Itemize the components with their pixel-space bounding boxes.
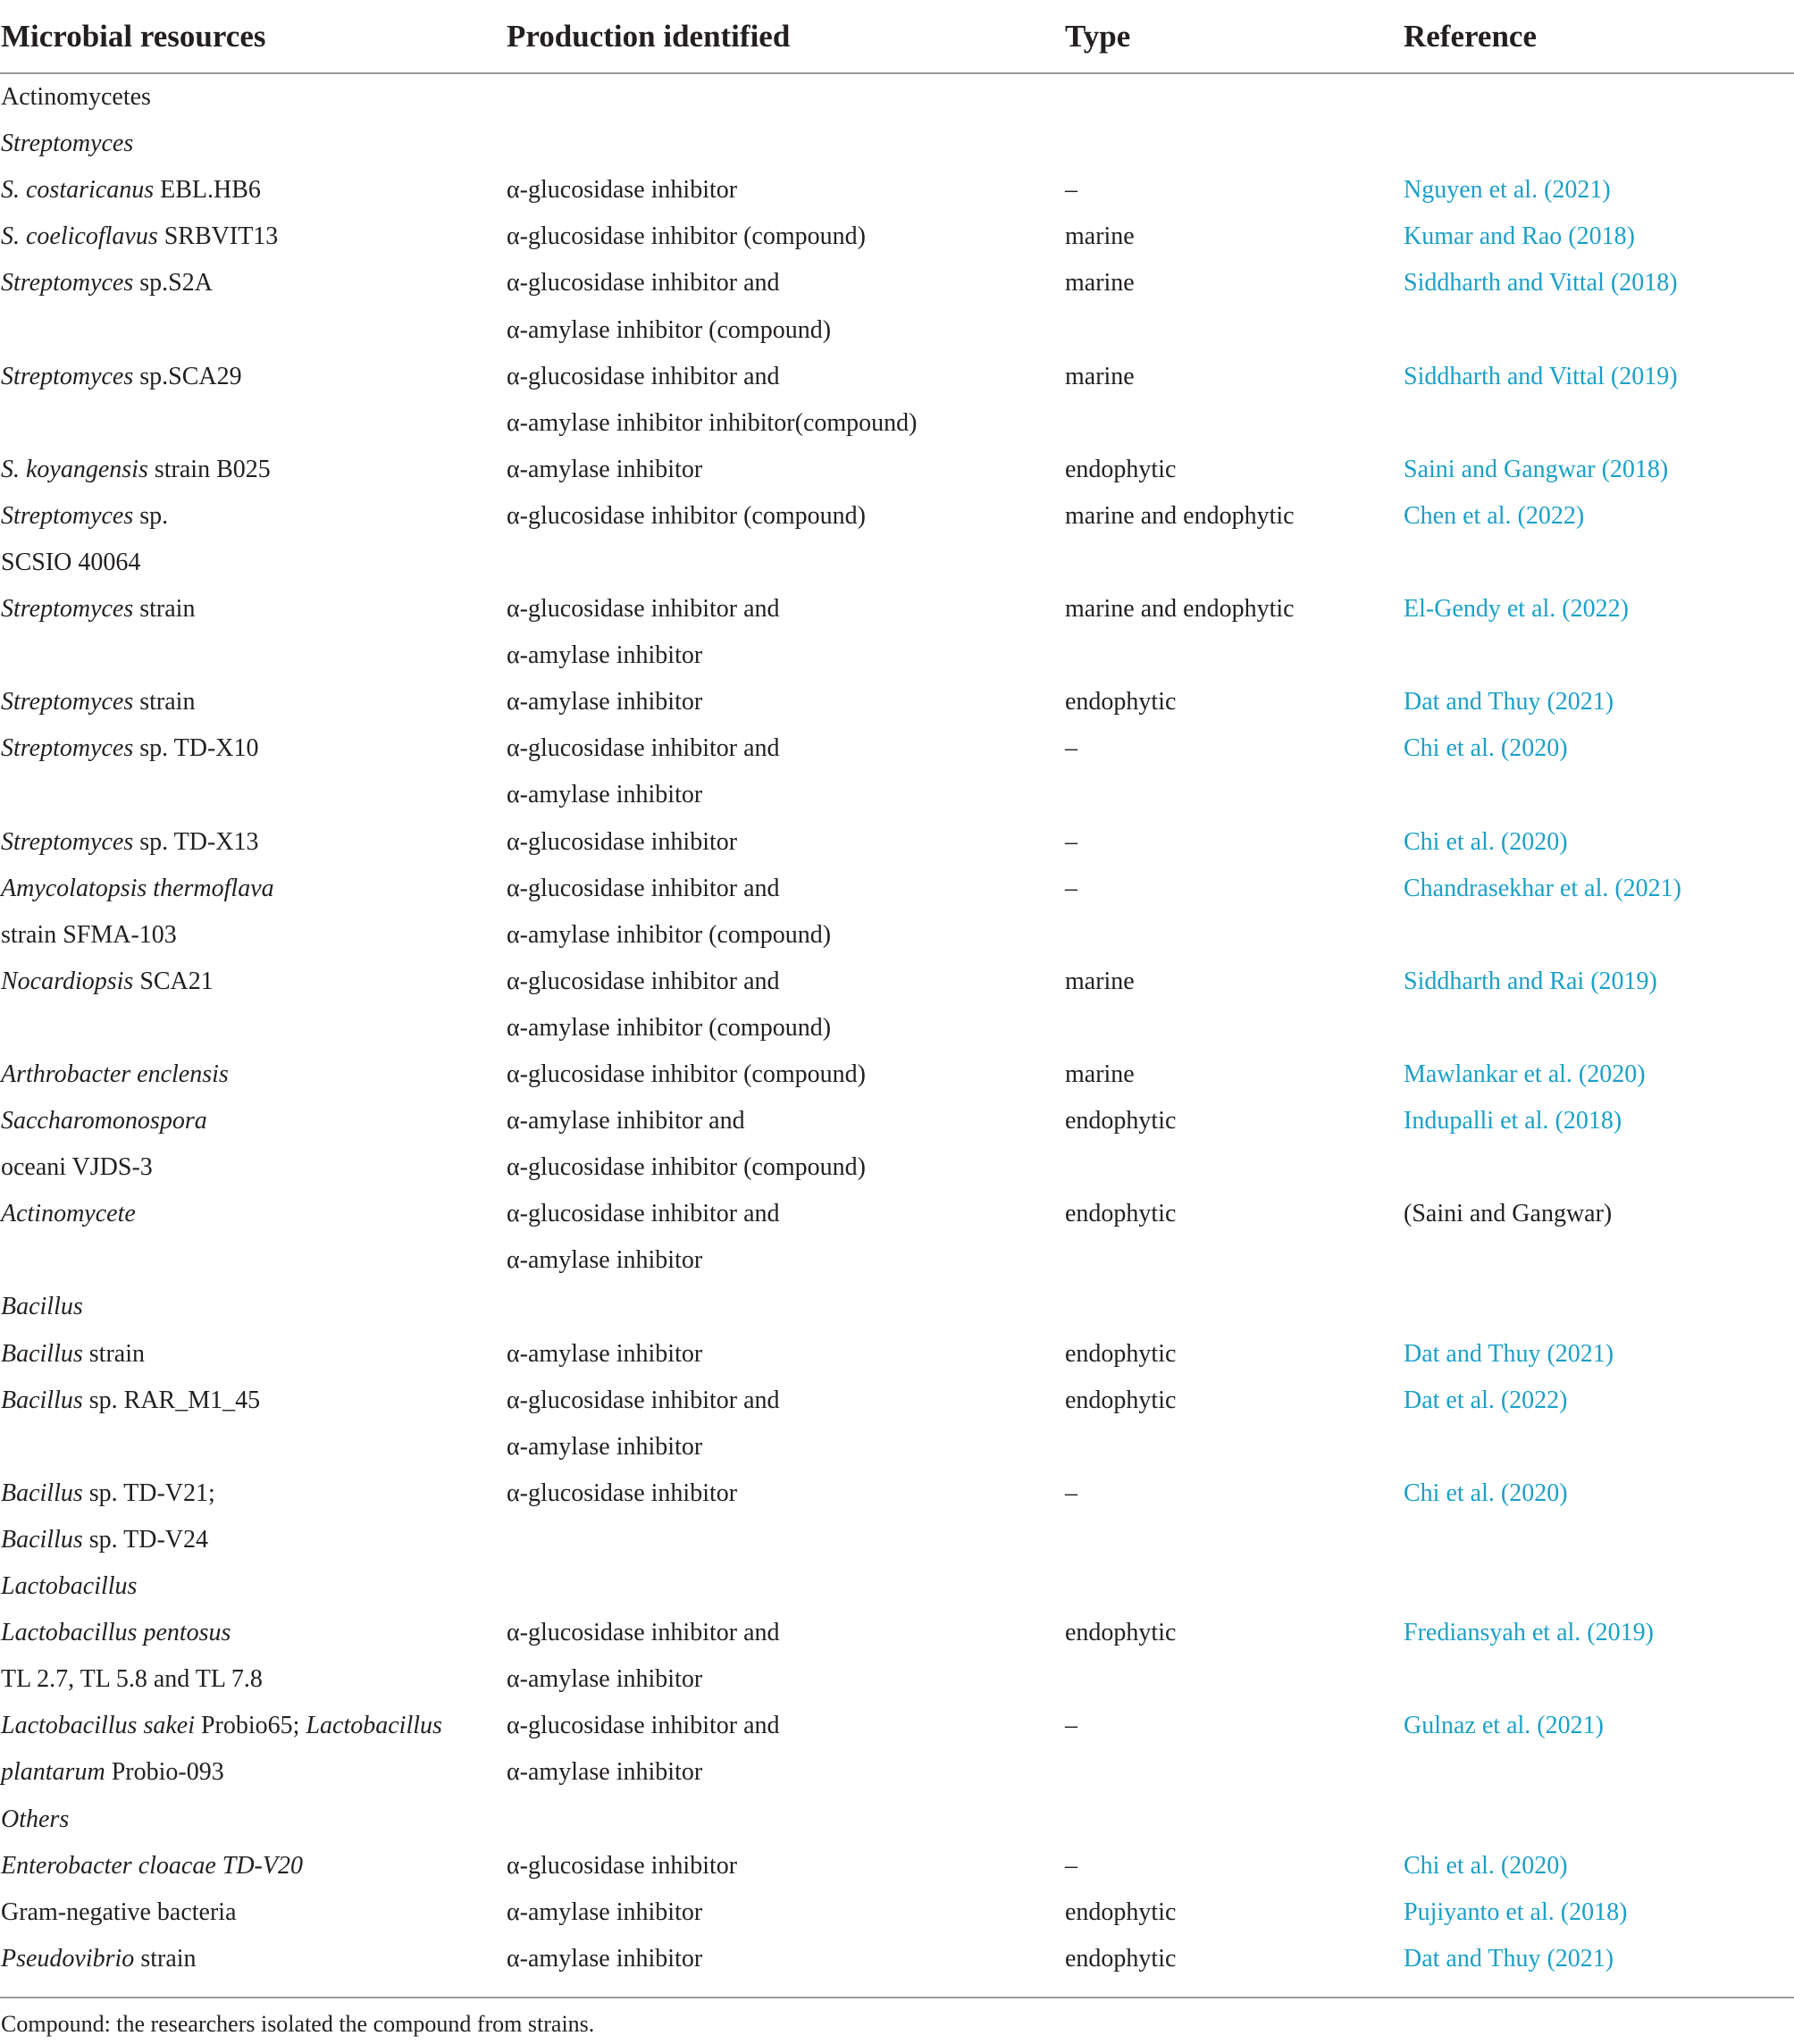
resource-text-segment: Actinomycete [1, 1200, 136, 1228]
resource-text-segment: Bacillus [1, 1339, 83, 1368]
resource-text-segment: strain SFMA-103 [1, 920, 177, 949]
table-row [0, 1005, 1794, 1051]
reference-link[interactable]: Dat et al. (2022) [1404, 1386, 1568, 1414]
cell-reference [1403, 1656, 1794, 1703]
resource-text-segment: Bacillus [1, 1386, 83, 1414]
cell-type: endophytic [1065, 688, 1177, 716]
cell-type: marine [1065, 269, 1135, 297]
table-row [0, 1889, 1794, 1936]
header-type: Type [1064, 0, 1403, 73]
reference-link[interactable]: Mawlankar et al. (2020) [1404, 1060, 1646, 1089]
cell-reference [1403, 1889, 1794, 1936]
header-production-identified: Production identified [506, 0, 1064, 73]
cell-production-identified [506, 1517, 1064, 1563]
cell-production-identified [506, 540, 1064, 586]
cell-production-identified: α-amylase inhibitor [507, 1758, 703, 1787]
table-row [0, 1610, 1794, 1656]
cell-production-identified: α-glucosidase inhibitor and [507, 269, 780, 297]
table-row [0, 260, 1794, 306]
cell-microbial-resource [0, 1051, 506, 1098]
table-row [0, 1378, 1794, 1424]
resource-text-segment: Lactobacillus pentosus [1, 1619, 231, 1647]
resource-text-segment: Lactobacillus [306, 1712, 442, 1740]
header-reference: Reference [1403, 0, 1794, 73]
cell-production-identified: α-glucosidase inhibitor and [507, 1712, 780, 1740]
cell-type [1064, 1005, 1403, 1051]
cell-reference [1403, 1005, 1794, 1051]
cell-type: endophytic [1065, 1339, 1177, 1368]
cell-microbial-resource [0, 959, 506, 1005]
resource-text-segment: Pseudovibrio [1, 1944, 135, 1973]
cell-type [1064, 1656, 1403, 1703]
cell-microbial-resource [0, 1378, 506, 1424]
table-row [0, 1144, 1794, 1191]
cell-microbial-resource [0, 1331, 506, 1378]
cell-reference [1403, 260, 1794, 306]
cell-reference [1403, 447, 1794, 493]
cell-reference [1403, 1563, 1794, 1610]
cell-reference [1403, 1144, 1794, 1191]
resource-text-segment: S. costaricanus [1, 176, 155, 205]
resource-text-segment: SCA21 [133, 967, 214, 995]
table-row [0, 167, 1794, 214]
cell-microbial-resource [0, 1237, 506, 1284]
table-row [0, 1191, 1794, 1237]
cell-type: marine [1065, 967, 1135, 995]
cell-reference [1403, 586, 1794, 632]
table-row [0, 1517, 1794, 1563]
cell-type [1064, 772, 1403, 818]
cell-microbial-resource [0, 121, 506, 167]
resource-text-segment: Bacillus [1, 1525, 83, 1554]
cell-microbial-resource [0, 306, 506, 353]
cell-production-identified: α-glucosidase inhibitor and [507, 1200, 780, 1228]
table-row [0, 586, 1794, 632]
cell-reference [1403, 632, 1794, 679]
cell-microbial-resource [0, 447, 506, 493]
cell-reference [1403, 306, 1794, 353]
resource-text-segment: Streptomyces [1, 130, 134, 158]
resource-text-segment: strain B025 [147, 455, 271, 483]
reference-link[interactable]: Chi et al. (2020) [1404, 1479, 1568, 1507]
cell-reference [1403, 400, 1794, 447]
resource-text-segment: Bacillus [1, 1479, 83, 1507]
cell-type [1064, 1749, 1403, 1796]
cell-type: endophytic [1065, 455, 1177, 483]
resource-text-segment: Streptomyces [1, 734, 134, 763]
cell-reference [1403, 1098, 1794, 1144]
resource-text-segment: strain [82, 1339, 145, 1368]
header-microbial-resources: Microbial resources [0, 0, 506, 73]
cell-microbial-resource [0, 493, 506, 540]
resource-text-segment: EBL.HB6 [154, 176, 261, 205]
table-row [0, 1843, 1794, 1889]
cell-type: – [1065, 1479, 1077, 1507]
resource-text-segment: sp.S2A [133, 269, 213, 297]
cell-reference [1403, 679, 1794, 725]
cell-type [1064, 73, 1403, 121]
cell-production-identified: α-glucosidase inhibitor (compound) [507, 222, 866, 251]
cell-type: endophytic [1065, 1107, 1177, 1135]
reference-link[interactable]: Siddharth and Vittal (2019) [1404, 362, 1678, 390]
resource-text-segment: Streptomyces [1, 501, 134, 530]
cell-production-identified: α-amylase inhibitor (compound) [507, 315, 832, 344]
cell-production-identified: α-amylase inhibitor [507, 641, 703, 670]
table-row [0, 632, 1794, 679]
cell-type: marine and endophytic [1065, 595, 1295, 624]
cell-microbial-resource [0, 1703, 506, 1749]
cell-type [1064, 400, 1403, 447]
resource-text-segment: Lactobacillus sakei [1, 1712, 195, 1740]
cell-reference [1403, 1331, 1794, 1378]
resource-text-segment: Others [1, 1805, 70, 1833]
table-bottom-rule [0, 1997, 1794, 1998]
reference-link[interactable]: Chi et al. (2020) [1404, 827, 1568, 856]
cell-production-identified: α-amylase inhibitor [507, 455, 703, 483]
resource-text-segment: Actinomycetes [1, 83, 151, 112]
cell-microbial-resource [0, 725, 506, 772]
cell-microbial-resource [0, 400, 506, 447]
reference-link[interactable]: Nguyen et al. (2021) [1404, 176, 1611, 205]
cell-production-identified: α-amylase inhibitor [507, 781, 703, 809]
reference-link[interactable]: Dat and Thuy (2021) [1404, 1339, 1614, 1368]
table-row [0, 1237, 1794, 1284]
cell-microbial-resource [0, 772, 506, 818]
cell-type: endophytic [1065, 1619, 1177, 1647]
reference-link[interactable]: Saini and Gangwar (2018) [1404, 455, 1669, 483]
cell-type [1064, 540, 1403, 586]
cell-type [1064, 912, 1403, 959]
cell-production-identified: α-amylase inhibitor and [507, 1107, 745, 1135]
cell-reference [1403, 1749, 1794, 1796]
resource-text-segment: sp. TD-X13 [133, 827, 259, 856]
resource-text-segment: Probio65; [194, 1712, 306, 1740]
resource-text-segment: Streptomyces [1, 269, 134, 297]
cell-type: – [1065, 1851, 1077, 1880]
cell-reference [1403, 959, 1794, 1005]
resource-text-segment: Streptomyces [1, 595, 134, 624]
table-row [0, 1331, 1794, 1378]
cell-microbial-resource [0, 1656, 506, 1703]
cell-type: marine [1065, 1060, 1135, 1089]
cell-reference [1403, 493, 1794, 540]
table-row [0, 1284, 1794, 1330]
table-row [0, 959, 1794, 1005]
reference-link[interactable]: Siddharth and Rai (2019) [1404, 967, 1657, 995]
cell-type [1064, 1424, 1403, 1470]
cell-production-identified: α-glucosidase inhibitor and [507, 1386, 780, 1414]
cell-production-identified: α-glucosidase inhibitor (compound) [507, 1060, 866, 1089]
cell-reference [1403, 1796, 1794, 1842]
cell-reference [1403, 1843, 1794, 1889]
cell-microbial-resource [0, 1889, 506, 1936]
cell-type: marine [1065, 362, 1135, 390]
resource-text-segment: SRBVIT13 [157, 222, 279, 251]
cell-microbial-resource [0, 260, 506, 306]
cell-microbial-resource [0, 819, 506, 866]
reference-link[interactable]: Dat and Thuy (2021) [1404, 688, 1614, 716]
table-row [0, 912, 1794, 959]
cell-microbial-resource [0, 1098, 506, 1144]
resource-text-segment: Bacillus [1, 1293, 83, 1321]
reference-link[interactable]: Frediansyah et al. (2019) [1404, 1619, 1654, 1647]
cell-type: endophytic [1065, 1200, 1177, 1228]
cell-type [1064, 121, 1403, 167]
cell-production-identified [506, 1284, 1064, 1330]
reference-link[interactable]: Pujiyanto et al. (2018) [1404, 1897, 1628, 1926]
cell-reference [1403, 167, 1794, 214]
cell-production-identified: α-amylase inhibitor [507, 1897, 703, 1926]
cell-production-identified: α-glucosidase inhibitor and [507, 967, 780, 995]
cell-production-identified: α-glucosidase inhibitor (compound) [507, 501, 866, 530]
cell-production-identified: α-glucosidase inhibitor [507, 1851, 738, 1880]
cell-type: – [1065, 176, 1077, 205]
table-row [0, 679, 1794, 725]
cell-type [1064, 306, 1403, 353]
cell-production-identified: α-glucosidase inhibitor [507, 176, 738, 205]
cell-microbial-resource [0, 1470, 506, 1517]
table-row [0, 1656, 1794, 1703]
cell-production-identified: α-amylase inhibitor (compound) [507, 920, 832, 949]
table-row [0, 1796, 1794, 1842]
table-row [0, 1470, 1794, 1517]
reference-link[interactable]: Chi et al. (2020) [1404, 1851, 1568, 1880]
resource-text-segment: Amycolatopsis thermoflava [1, 874, 274, 902]
cell-type [1064, 1517, 1403, 1563]
cell-production-identified: α-glucosidase inhibitor [507, 827, 738, 856]
table-row [0, 1749, 1794, 1796]
cell-reference [1403, 1191, 1794, 1237]
cell-reference [1403, 1424, 1794, 1470]
reference-link[interactable]: Chandrasekhar et al. (2021) [1404, 874, 1681, 902]
resource-text-segment: sp. TD-V21; [82, 1479, 215, 1507]
cell-type: endophytic [1065, 1897, 1177, 1926]
table-row [0, 493, 1794, 540]
cell-reference [1403, 819, 1794, 866]
cell-microbial-resource [0, 214, 506, 260]
resource-text-segment: strain [133, 688, 196, 716]
cell-microbial-resource [0, 912, 506, 959]
resource-text-segment: S. koyangensis [1, 455, 148, 483]
reference-link[interactable]: Kumar and Rao (2018) [1404, 222, 1635, 251]
cell-type [1064, 632, 1403, 679]
cell-reference [1403, 1470, 1794, 1517]
resource-text-segment: sp. TD-V24 [82, 1525, 209, 1554]
resource-text-segment: sp. [133, 501, 169, 530]
table-row [0, 725, 1794, 772]
table-row [0, 73, 1794, 121]
cell-production-identified: α-glucosidase inhibitor and [507, 874, 780, 902]
table-row [0, 1424, 1794, 1470]
resource-text-segment: strain [133, 595, 196, 624]
cell-reference [1403, 354, 1794, 400]
cell-reference [1403, 1703, 1794, 1749]
cell-reference [1403, 725, 1794, 772]
cell-production-identified: α-glucosidase inhibitor and [507, 734, 780, 763]
cell-type: – [1065, 1712, 1077, 1740]
cell-type: endophytic [1065, 1386, 1177, 1414]
cell-production-identified: α-glucosidase inhibitor and [507, 362, 780, 390]
cell-microbial-resource [0, 540, 506, 586]
cell-microbial-resource [0, 354, 506, 400]
cell-type [1064, 1563, 1403, 1610]
cell-production-identified: α-glucosidase inhibitor (compound) [507, 1153, 866, 1182]
resource-text-segment: Probio-093 [105, 1758, 224, 1787]
cell-reference [1403, 1936, 1794, 1982]
reference-link[interactable]: El-Gendy et al. (2022) [1404, 595, 1629, 624]
cell-type [1064, 1796, 1403, 1842]
resource-text-segment: sp. RAR_M1_45 [82, 1386, 261, 1414]
resource-text-segment: SCSIO 40064 [1, 548, 141, 576]
cell-production-identified: α-amylase inhibitor [507, 1665, 703, 1694]
cell-reference [1403, 121, 1794, 167]
table-row [0, 1703, 1794, 1749]
cell-production-identified: α-amylase inhibitor [507, 1246, 703, 1275]
cell-production-identified: α-amylase inhibitor [507, 688, 703, 716]
table-row [0, 819, 1794, 866]
reference-link[interactable]: Indupalli et al. (2018) [1404, 1107, 1622, 1135]
resource-text-segment: Streptomyces [1, 688, 134, 716]
resource-text-segment: S. coelicoflavus [1, 222, 158, 251]
cell-type [1064, 1284, 1403, 1330]
cell-microbial-resource [0, 1796, 506, 1842]
table-row [0, 1051, 1794, 1098]
reference-link[interactable]: Dat and Thuy (2021) [1404, 1944, 1614, 1973]
table-row [0, 306, 1794, 353]
reference-link[interactable]: Chi et al. (2020) [1404, 734, 1568, 763]
cell-reference [1403, 866, 1794, 912]
table-body [0, 73, 1794, 1982]
cell-production-identified: α-amylase inhibitor inhibitor(compound) [507, 408, 918, 437]
resource-text-segment: sp.SCA29 [133, 362, 242, 390]
cell-type: – [1065, 874, 1077, 902]
header-row [0, 0, 1794, 73]
table-row [0, 540, 1794, 586]
cell-reference [1403, 73, 1794, 121]
table-row [0, 400, 1794, 447]
cell-production-identified: α-amylase inhibitor [507, 1339, 703, 1368]
cell-production-identified [506, 121, 1064, 167]
resource-text-segment: Enterobacter cloacae TD-V20 [1, 1851, 303, 1880]
cell-microbial-resource [0, 1284, 506, 1330]
reference-link[interactable]: Chen et al. (2022) [1404, 501, 1585, 530]
cell-microbial-resource [0, 167, 506, 214]
cell-microbial-resource [0, 1424, 506, 1470]
cell-production-identified: α-amylase inhibitor (compound) [507, 1013, 832, 1042]
cell-microbial-resource [0, 586, 506, 632]
cell-production-identified [506, 73, 1064, 121]
cell-type [1064, 1237, 1403, 1284]
table-row [0, 1563, 1794, 1610]
cell-microbial-resource [0, 1005, 506, 1051]
cell-reference [1403, 1610, 1794, 1656]
cell-production-identified: α-glucosidase inhibitor [507, 1479, 738, 1507]
table-footnote: Compound: the researchers isolated the compound from strains. [1, 2011, 595, 2037]
cell-microbial-resource [0, 1144, 506, 1191]
cell-microbial-resource [0, 1610, 506, 1656]
cell-microbial-resource [0, 1191, 506, 1237]
cell-type: endophytic [1065, 1944, 1177, 1973]
cell-production-identified: α-glucosidase inhibitor and [507, 595, 780, 624]
cell-microbial-resource [0, 632, 506, 679]
cell-production-identified: α-glucosidase inhibitor and [507, 1619, 780, 1647]
cell-production-identified: α-amylase inhibitor [507, 1944, 703, 1973]
cell-type: marine [1065, 222, 1135, 251]
table-row [0, 866, 1794, 912]
table-row [0, 1098, 1794, 1144]
cell-production-identified: α-amylase inhibitor [507, 1432, 703, 1461]
resource-text-segment: Lactobacillus [1, 1572, 138, 1601]
table-row [0, 447, 1794, 493]
cell-reference [1403, 1517, 1794, 1563]
cell-type: marine and endophytic [1065, 501, 1295, 530]
cell-production-identified [506, 1563, 1064, 1610]
reference-text: (Saini and Gangwar) [1404, 1200, 1613, 1228]
cell-reference [1403, 1284, 1794, 1330]
cell-reference [1403, 912, 1794, 959]
resource-text-segment: oceani VJDS-3 [1, 1153, 153, 1182]
cell-microbial-resource [0, 679, 506, 725]
reference-link[interactable]: Gulnaz et al. (2021) [1404, 1712, 1604, 1740]
cell-microbial-resource [0, 1749, 506, 1796]
resource-text-segment: Saccharomonospora [1, 1107, 207, 1135]
cell-microbial-resource [0, 1517, 506, 1563]
resource-text-segment: strain [134, 1944, 197, 1973]
cell-reference [1403, 214, 1794, 260]
cell-microbial-resource [0, 866, 506, 912]
cell-production-identified [506, 1796, 1064, 1842]
resource-text-segment: Streptomyces [1, 362, 134, 390]
cell-reference [1403, 1237, 1794, 1284]
cell-reference [1403, 540, 1794, 586]
resource-text-segment: TL 2.7, TL 5.8 and TL 7.8 [1, 1665, 263, 1694]
resource-text-segment: plantarum [1, 1758, 105, 1787]
cell-type: – [1065, 827, 1077, 856]
resource-text-segment: Arthrobacter enclensis [1, 1060, 229, 1089]
cell-reference [1403, 772, 1794, 818]
resource-text-segment: Streptomyces [1, 827, 134, 856]
cell-type [1064, 1144, 1403, 1191]
cell-type: – [1065, 734, 1077, 763]
resource-text-segment: sp. TD-X10 [133, 734, 259, 763]
table-row [0, 214, 1794, 260]
table-row [0, 772, 1794, 818]
cell-reference [1403, 1051, 1794, 1098]
reference-link[interactable]: Siddharth and Vittal (2018) [1404, 269, 1678, 297]
table-row [0, 354, 1794, 400]
resource-text-segment: Nocardiopsis [1, 967, 134, 995]
table-row [0, 1936, 1794, 1982]
table-row [0, 121, 1794, 167]
cell-microbial-resource [0, 1843, 506, 1889]
cell-microbial-resource [0, 73, 506, 121]
cell-microbial-resource [0, 1936, 506, 1982]
cell-microbial-resource [0, 1563, 506, 1610]
cell-reference [1403, 1378, 1794, 1424]
resource-text-segment: Gram-negative bacteria [1, 1897, 237, 1926]
